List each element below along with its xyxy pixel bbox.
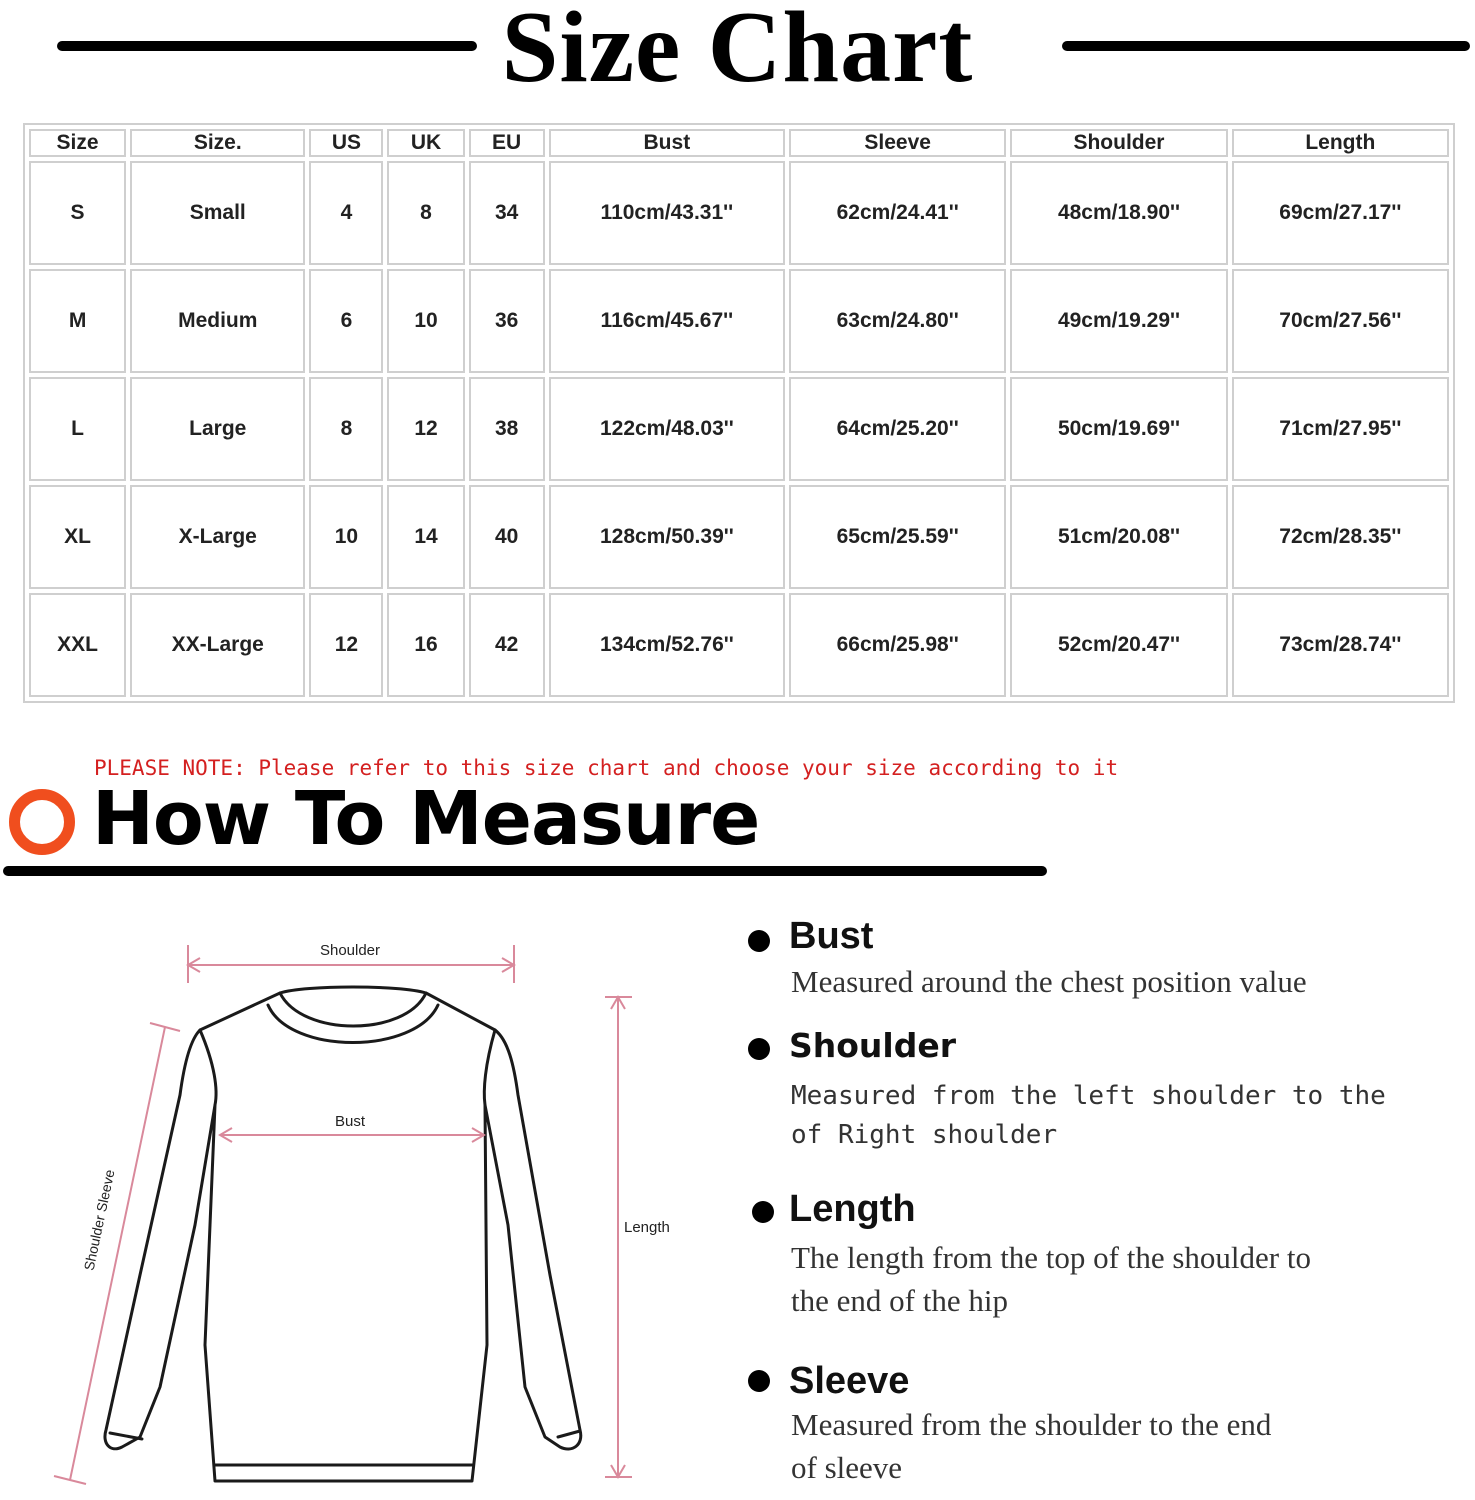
- cell-bust: 122cm/48.03'': [549, 377, 785, 481]
- length-label: Length: [624, 1219, 670, 1236]
- cell-sleeve: 66cm/25.98'': [789, 593, 1006, 697]
- cell-size-name: X-Large: [130, 485, 305, 589]
- cell-size-name: XX-Large: [130, 593, 305, 697]
- cell-eu: 40: [469, 485, 545, 589]
- table-row: [29, 377, 1449, 481]
- bullet-icon: [752, 1201, 774, 1223]
- bust-label: Bust: [334, 1113, 366, 1130]
- cell-size: S: [29, 161, 126, 265]
- title-divider-right: [1062, 41, 1470, 51]
- measure-desc-line: The length from the top of the shoulder to: [791, 1240, 1311, 1275]
- table-header-row: [29, 129, 1449, 157]
- measure-title: Length: [789, 1188, 916, 1230]
- cell-shoulder: 51cm/20.08'': [1010, 485, 1227, 589]
- cell-size: XXL: [29, 593, 126, 697]
- cell-size-name: Small: [130, 161, 305, 265]
- cell-uk: 10: [387, 269, 464, 373]
- size-chart-header: [0, 0, 1475, 110]
- header-eu: EU: [469, 129, 545, 157]
- cell-sleeve: 64cm/25.20'': [789, 377, 1006, 481]
- cell-shoulder: 50cm/19.69'': [1010, 377, 1227, 481]
- header-shoulder: Shoulder: [1010, 129, 1227, 157]
- cell-bust: 128cm/50.39'': [549, 485, 785, 589]
- cell-sleeve: 63cm/24.80'': [789, 269, 1006, 373]
- table-row: [29, 485, 1449, 589]
- cell-bust: 116cm/45.67'': [549, 269, 785, 373]
- cell-uk: 8: [387, 161, 464, 265]
- cell-length: 73cm/28.74'': [1232, 593, 1449, 697]
- cell-bust: 110cm/43.31'': [549, 161, 785, 265]
- header-uk: UK: [387, 129, 464, 157]
- size-note: PLEASE NOTE: Please refer to this size chart and choose your size according to it: [94, 756, 1119, 780]
- cell-size: XL: [29, 485, 126, 589]
- table-row: [29, 593, 1449, 697]
- measure-title: Sleeve: [789, 1360, 910, 1402]
- header-us: US: [309, 129, 383, 157]
- table-row: [29, 161, 1449, 265]
- cell-eu: 38: [469, 377, 545, 481]
- how-to-divider: [3, 866, 1047, 876]
- sweater-diagram: [40, 925, 690, 1495]
- cell-length: 72cm/28.35'': [1232, 485, 1449, 589]
- sweater-outline-icon: [105, 987, 581, 1481]
- cell-length: 70cm/27.56'': [1232, 269, 1449, 373]
- measure-desc-line: the end of the hip: [791, 1283, 1008, 1318]
- cell-us: 10: [309, 485, 383, 589]
- bullet-icon: [748, 1370, 770, 1392]
- cell-sleeve: 62cm/24.41'': [789, 161, 1006, 265]
- cell-size-name: Large: [130, 377, 305, 481]
- header-size-name: Size.: [130, 129, 305, 157]
- measure-desc-line: Measured around the chest position value: [791, 964, 1307, 999]
- header-length: Length: [1232, 129, 1449, 157]
- cell-eu: 34: [469, 161, 545, 265]
- measure-desc: [791, 960, 1431, 1003]
- cell-us: 12: [309, 593, 383, 697]
- cell-uk: 14: [387, 485, 464, 589]
- cell-length: 71cm/27.95'': [1232, 377, 1449, 481]
- bullet-icon: [748, 1038, 770, 1060]
- measure-title: Bust: [789, 915, 874, 957]
- cell-us: 4: [309, 161, 383, 265]
- orange-ring-icon: [9, 789, 75, 855]
- cell-eu: 42: [469, 593, 545, 697]
- cell-eu: 36: [469, 269, 545, 373]
- header-bust: Bust: [549, 129, 785, 157]
- cell-bust: 134cm/52.76'': [549, 593, 785, 697]
- header-sleeve: Sleeve: [789, 129, 1006, 157]
- cell-uk: 12: [387, 377, 464, 481]
- cell-shoulder: 52cm/20.47'': [1010, 593, 1227, 697]
- size-table: [23, 123, 1455, 703]
- measure-desc-line: of sleeve: [791, 1450, 903, 1485]
- table-row: [29, 269, 1449, 373]
- measure-desc-line: Measured from the left shoulder to the: [791, 1081, 1386, 1111]
- page-title: Size Chart: [501, 0, 974, 104]
- measure-desc: [791, 1403, 1431, 1489]
- measure-desc: [791, 1077, 1431, 1155]
- cell-size: M: [29, 269, 126, 373]
- shoulder-label: Shoulder: [319, 942, 381, 959]
- cell-shoulder: 48cm/18.90'': [1010, 161, 1227, 265]
- cell-shoulder: 49cm/19.29'': [1010, 269, 1227, 373]
- cell-length: 69cm/27.17'': [1232, 161, 1449, 265]
- measure-title: Shoulder: [789, 1026, 957, 1065]
- cell-uk: 16: [387, 593, 464, 697]
- sleeve-label: Shoulder Sleeve: [80, 1168, 118, 1272]
- measure-desc: [791, 1236, 1431, 1322]
- cell-sleeve: 65cm/25.59'': [789, 485, 1006, 589]
- header-size: Size: [29, 129, 126, 157]
- measure-desc-line: of Right shoulder: [791, 1120, 1058, 1150]
- how-to-measure-header: [0, 776, 1060, 890]
- how-to-measure-title: How To Measure: [92, 776, 760, 862]
- cell-us: 8: [309, 377, 383, 481]
- cell-size-name: Medium: [130, 269, 305, 373]
- bullet-icon: [748, 930, 770, 952]
- cell-us: 6: [309, 269, 383, 373]
- measure-desc-line: Measured from the shoulder to the end: [791, 1407, 1272, 1442]
- cell-size: L: [29, 377, 126, 481]
